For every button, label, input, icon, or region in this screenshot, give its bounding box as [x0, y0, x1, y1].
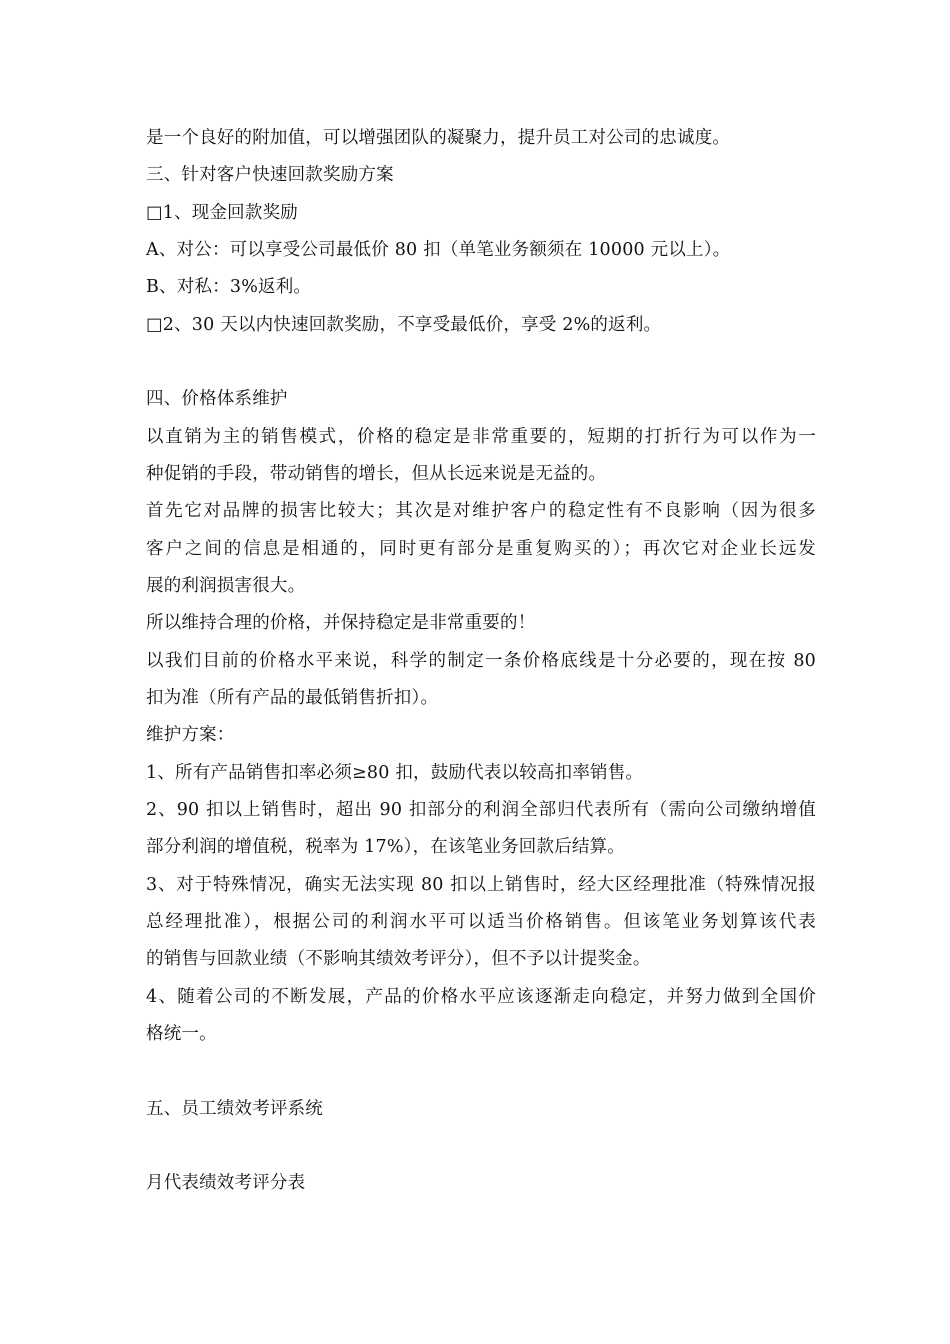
paragraph-line: 展的利润损害很大。	[146, 576, 306, 596]
section-heading-3: 三、针对客户快速回款奖励方案	[146, 165, 394, 185]
paragraph-line: A、对公：可以享受公司最低价 80 扣（单笔业务额须在 10000 元以上）。	[146, 240, 731, 260]
table-title: 月代表绩效考评分表	[146, 1173, 306, 1193]
paragraph-line: B、对私：3%返利。	[146, 277, 312, 297]
subsection-cash-reward: □1、现金回款奖励	[146, 203, 298, 223]
paragraph-line: 扣为准（所有产品的最低销售折扣）。	[146, 688, 439, 708]
subsection-fast-payment-reward: □2、30 天以内快速回款奖励，不享受最低价，享受 2%的返利。	[146, 315, 662, 335]
paragraph-line: 以直销为主的销售模式，价格的稳定是非常重要的，短期的打折行为可以作为一	[146, 427, 816, 447]
paragraph-line: 种促销的手段，带动销售的增长，但从长远来说是无益的。	[146, 464, 607, 484]
paragraph-line: 维护方案：	[146, 725, 235, 745]
paragraph-line: 所以维持合理的价格，并保持稳定是非常重要的！	[146, 613, 536, 633]
list-item: 2、90 扣以上销售时，超出 90 扣部分的利润全部归代表所有（需向公司缴纳增值	[146, 800, 816, 820]
list-item-continuation: 的销售与回款业绩（不影响其绩效考评分），但不予以计提奖金。	[146, 949, 651, 969]
paragraph-line: 客户之间的信息是相通的，同时更有部分是重复购买的）；再次它对企业长远发	[146, 539, 816, 559]
list-item: 1、所有产品销售扣率必须≥80 扣，鼓励代表以较高扣率销售。	[146, 763, 644, 783]
list-item: 4、随着公司的不断发展，产品的价格水平应该逐渐走向稳定，并努力做到全国价	[146, 987, 816, 1007]
paragraph-line: 是一个良好的附加值，可以增强团队的凝聚力，提升员工对公司的忠诚度。	[146, 128, 731, 148]
section-heading-5: 五、员工绩效考评系统	[146, 1099, 323, 1119]
list-item: 3、对于特殊情况，确实无法实现 80 扣以上销售时，经大区经理批准（特殊情况报	[146, 875, 816, 895]
paragraph-line: 以我们目前的价格水平来说，科学的制定一条价格底线是十分必要的，现在按 80	[146, 651, 816, 671]
section-heading-4: 四、价格体系维护	[146, 389, 288, 409]
list-item-continuation: 格统一。	[146, 1024, 217, 1044]
list-item-continuation: 总经理批准），根据公司的利润水平可以适当价格销售。但该笔业务划算该代表	[146, 912, 816, 932]
paragraph-line: 首先它对品牌的损害比较大；其次是对维护客户的稳定性有不良影响（因为很多	[146, 501, 816, 521]
list-item-continuation: 部分利润的增值税，税率为 17%），在该笔业务回款后结算。	[146, 837, 626, 857]
